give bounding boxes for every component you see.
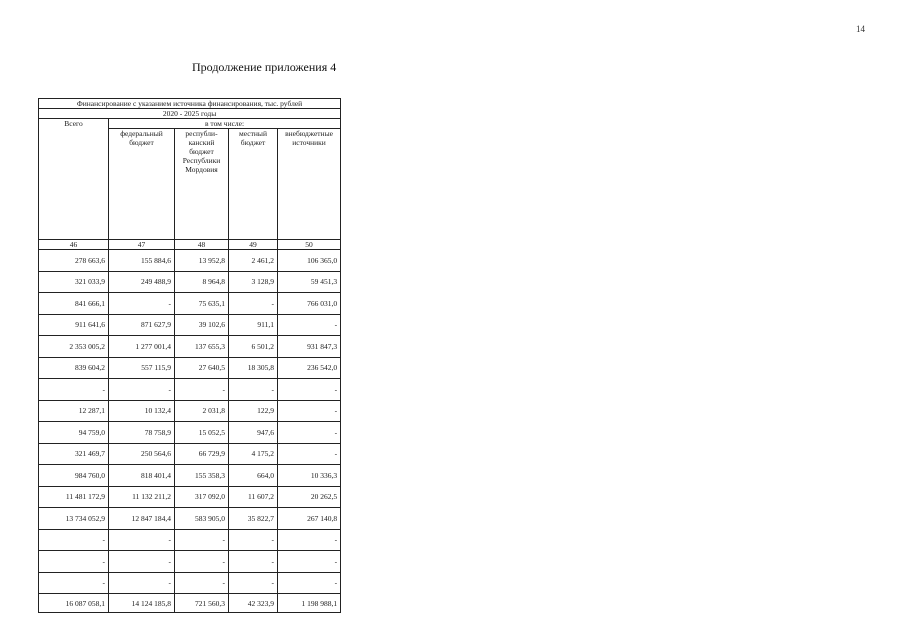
table-row: [39, 465, 341, 487]
table-cell: 13 952,8: [175, 250, 229, 272]
including-header: в том числе:: [109, 119, 341, 129]
table-cell: -: [39, 529, 109, 551]
table-cell: -: [278, 422, 341, 444]
table-cell: 12 847 184,4: [109, 508, 175, 530]
table-cell: 321 469,7: [39, 443, 109, 465]
table-cell: 250 564,6: [109, 443, 175, 465]
table-cell: 2 353 005,2: [39, 336, 109, 358]
table-row: [39, 443, 341, 465]
table-row: [39, 250, 341, 272]
table-cell: 3 128,9: [229, 271, 278, 293]
table-cell: -: [175, 551, 229, 573]
table-cell: 557 115,9: [109, 357, 175, 379]
table-cell: -: [278, 529, 341, 551]
table-cell: 984 760,0: [39, 465, 109, 487]
table-cell: -: [175, 572, 229, 594]
table-cell: 155 884,6: [109, 250, 175, 272]
table-row: [39, 422, 341, 444]
table-cell: -: [229, 379, 278, 401]
table-cell: 18 305,8: [229, 357, 278, 379]
table-cell: -: [109, 293, 175, 315]
table-row: [39, 293, 341, 315]
table-cell: 66 729,9: [175, 443, 229, 465]
table-row: [39, 508, 341, 530]
table-cell: 766 031,0: [278, 293, 341, 315]
table-cell: 11 481 172,9: [39, 486, 109, 508]
table-cell: -: [109, 551, 175, 573]
table-cell: 1 277 001,4: [109, 336, 175, 358]
table-cell: 106 365,0: [278, 250, 341, 272]
table-cell: 20 262,5: [278, 486, 341, 508]
column-index: 47: [109, 240, 175, 250]
table-cell: 78 758,9: [109, 422, 175, 444]
table-cell: 13 734 052,9: [39, 508, 109, 530]
table-cell: 42 323,9: [229, 594, 278, 613]
table-cell: 721 560,3: [175, 594, 229, 613]
table-cell: 278 663,6: [39, 250, 109, 272]
table-cell: 27 640,5: [175, 357, 229, 379]
table-row: [39, 572, 341, 594]
table-cell: -: [109, 529, 175, 551]
table-period: 2020 - 2025 годы: [39, 109, 341, 119]
column-index: 48: [175, 240, 229, 250]
table-cell: 664,0: [229, 465, 278, 487]
table-cell: -: [278, 572, 341, 594]
local-budget-header: местный бюджет: [229, 129, 278, 240]
table-cell: -: [278, 551, 341, 573]
table-cell: 35 822,7: [229, 508, 278, 530]
table-title: Финансирование с указанием источника финансирования, тыс. рублей: [39, 99, 341, 109]
table-cell: 15 052,5: [175, 422, 229, 444]
table-cell: 317 092,0: [175, 486, 229, 508]
table-cell: 14 124 185,8: [109, 594, 175, 613]
table-cell: 236 542,0: [278, 357, 341, 379]
table-row: [39, 594, 341, 613]
federal-budget-header: федеральный бюджет: [109, 129, 175, 240]
table-cell: 871 627,9: [109, 314, 175, 336]
extrabudgetary-header: внебюджетные источники: [278, 129, 341, 240]
table-cell: -: [109, 572, 175, 594]
table-cell: -: [229, 529, 278, 551]
page-number: 14: [856, 24, 865, 34]
appendix-caption: Продолжение приложения 4: [192, 60, 337, 74]
table-cell: 10 132,4: [109, 400, 175, 422]
table-cell: 11 607,2: [229, 486, 278, 508]
table-row: [39, 336, 341, 358]
table-cell: 267 140,8: [278, 508, 341, 530]
table-body: [39, 250, 341, 613]
table-row: [39, 271, 341, 293]
table-cell: 2 031,8: [175, 400, 229, 422]
table-cell: -: [278, 314, 341, 336]
table-cell: 12 287,1: [39, 400, 109, 422]
table-cell: 818 401,4: [109, 465, 175, 487]
table-cell: 155 358,3: [175, 465, 229, 487]
table-cell: 4 175,2: [229, 443, 278, 465]
table-cell: -: [109, 379, 175, 401]
table-cell: 59 451,3: [278, 271, 341, 293]
table-cell: 6 501,2: [229, 336, 278, 358]
table-cell: 931 847,3: [278, 336, 341, 358]
republic-budget-header: республи-канский бюджет Республики Мордовия: [175, 129, 229, 240]
table-cell: 583 905,0: [175, 508, 229, 530]
table-cell: 947,6: [229, 422, 278, 444]
table-cell: -: [39, 551, 109, 573]
table-cell: 75 635,1: [175, 293, 229, 315]
table-cell: 1 198 988,1: [278, 594, 341, 613]
column-index: 49: [229, 240, 278, 250]
column-index: 50: [278, 240, 341, 250]
table-cell: 911 641,6: [39, 314, 109, 336]
table-cell: 841 666,1: [39, 293, 109, 315]
table-cell: -: [229, 572, 278, 594]
table-row: [39, 529, 341, 551]
table-cell: 39 102,6: [175, 314, 229, 336]
table-row: [39, 400, 341, 422]
column-index-row: [39, 240, 341, 250]
table-cell: -: [278, 379, 341, 401]
table-cell: 8 964,8: [175, 271, 229, 293]
table-cell: 122,9: [229, 400, 278, 422]
financing-table: [38, 98, 341, 613]
table-cell: -: [278, 443, 341, 465]
table-cell: -: [39, 379, 109, 401]
table-cell: 321 033,9: [39, 271, 109, 293]
table-cell: 2 461,2: [229, 250, 278, 272]
table-cell: -: [175, 379, 229, 401]
table-cell: -: [229, 293, 278, 315]
table-cell: -: [39, 572, 109, 594]
table-row: [39, 357, 341, 379]
total-header: Всего: [39, 119, 109, 240]
table-cell: 16 087 058,1: [39, 594, 109, 613]
column-index: 46: [39, 240, 109, 250]
table-row: [39, 551, 341, 573]
table-cell: -: [278, 400, 341, 422]
table-cell: 94 759,0: [39, 422, 109, 444]
table-row: [39, 379, 341, 401]
table-cell: 11 132 211,2: [109, 486, 175, 508]
table-cell: 839 604,2: [39, 357, 109, 379]
table-cell: -: [229, 551, 278, 573]
table-cell: 911,1: [229, 314, 278, 336]
table-cell: 137 655,3: [175, 336, 229, 358]
table-row: [39, 486, 341, 508]
table-cell: 249 488,9: [109, 271, 175, 293]
table-row: [39, 314, 341, 336]
table-cell: -: [175, 529, 229, 551]
table-cell: 10 336,3: [278, 465, 341, 487]
